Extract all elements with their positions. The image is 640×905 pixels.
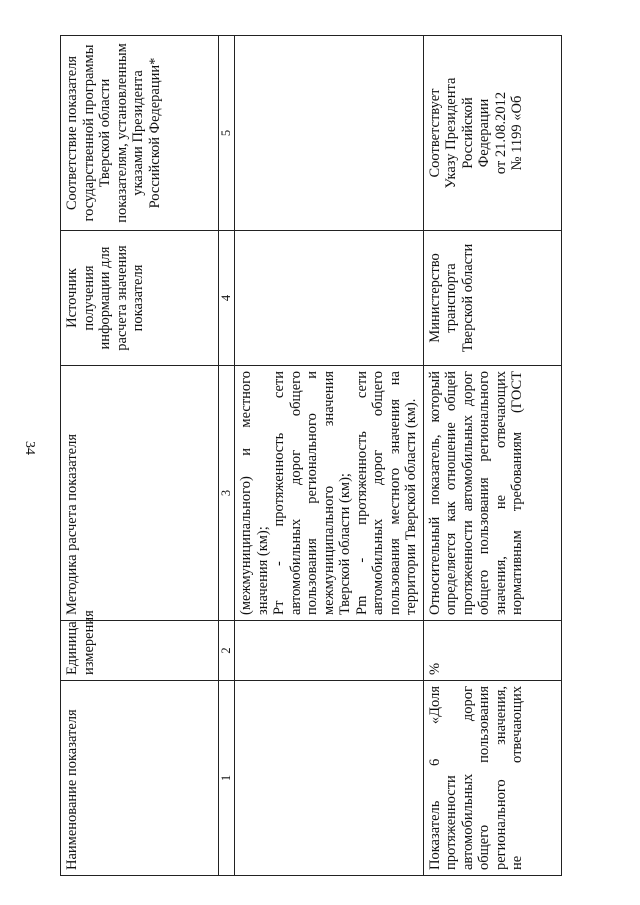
- method-line: нормативным требованиям (ГОСТ: [509, 371, 525, 615]
- compliance-line: Российской: [459, 97, 476, 169]
- continuation-row: [235, 36, 424, 876]
- compliance-line: Федерации: [476, 98, 492, 168]
- column-number: 2: [219, 621, 235, 681]
- method-line: территории Тверской области (км).: [403, 398, 419, 615]
- column-number: 3: [219, 366, 235, 621]
- method-line: автомобильных дорог общего: [370, 371, 386, 615]
- indicator-6-method: [423, 366, 561, 621]
- continuation-source-cell: [235, 231, 424, 366]
- continuation-name-cell: [235, 681, 424, 876]
- indicator-6-unit: %: [423, 621, 561, 681]
- column-number: 5: [219, 36, 235, 231]
- header-source: Источник получения информации для расчета значения показателя: [61, 231, 219, 366]
- compliance-line: Указу Президента: [443, 77, 459, 189]
- header-unit: Единица измерения: [61, 621, 219, 681]
- method-line: общего пользования регионального: [476, 371, 492, 615]
- compliance-line: Соответствует: [426, 88, 443, 178]
- method-line: протяженности автомобильных дорог: [459, 371, 476, 615]
- name-line: автомобильных дорог: [459, 686, 476, 870]
- indicators-table: [60, 35, 562, 876]
- column-number: 1: [219, 681, 235, 876]
- method-line: межмуниципального значения: [320, 371, 337, 615]
- indicator-6-source: Министерство транспорта Тверской области: [423, 231, 561, 366]
- compliance-line: № 1199 «Об: [509, 95, 525, 171]
- page-number: 34: [22, 441, 37, 455]
- compliance-line: от 21.08.2012: [492, 91, 509, 175]
- indicator-6-name: [423, 681, 561, 876]
- header-compliance: Соответствие показателя государственной программы Тверской области показателям, установленным указами Президента Российской Федерации*: [61, 36, 219, 231]
- name-line: регионального значения,: [492, 686, 509, 870]
- method-line: Относительный показатель, который: [426, 371, 443, 615]
- name-line: протяженности: [443, 775, 459, 870]
- method-line: пользования местного значения на: [386, 371, 403, 615]
- method-line: пользования регионального и: [304, 371, 320, 615]
- header-indicator-name: Наименование показателя: [61, 681, 219, 876]
- method-line: значения, не отвечающих: [492, 371, 509, 615]
- indicator-6-compliance: [423, 36, 561, 231]
- column-number: 4: [219, 231, 235, 366]
- continuation-unit-cell: [235, 621, 424, 681]
- method-line: значения (км);: [254, 526, 271, 615]
- continuation-method-cell: [235, 366, 424, 621]
- rotated-table-wrapper: [60, 36, 525, 876]
- method-line: определяется как отношение общей: [443, 371, 459, 615]
- header-method: Методика расчета показателя: [61, 366, 219, 621]
- column-numbers-row: [219, 36, 235, 876]
- method-line: автомобильных дорог общего: [287, 371, 304, 615]
- name-line: не отвечающих: [509, 686, 525, 870]
- name-line: Показатель 6 «Доля: [426, 686, 443, 870]
- name-line: общего пользования: [476, 686, 492, 870]
- indicator-6-row: [423, 36, 561, 876]
- method-line: Рm - протяженность сети: [353, 371, 370, 615]
- method-line: (межмуниципального) и местного: [238, 371, 254, 615]
- header-row: [61, 36, 219, 876]
- method-line: Тверской области (км);: [337, 473, 353, 615]
- continuation-compliance-cell: [235, 36, 424, 231]
- method-line: Рт - протяженность сети: [271, 371, 287, 615]
